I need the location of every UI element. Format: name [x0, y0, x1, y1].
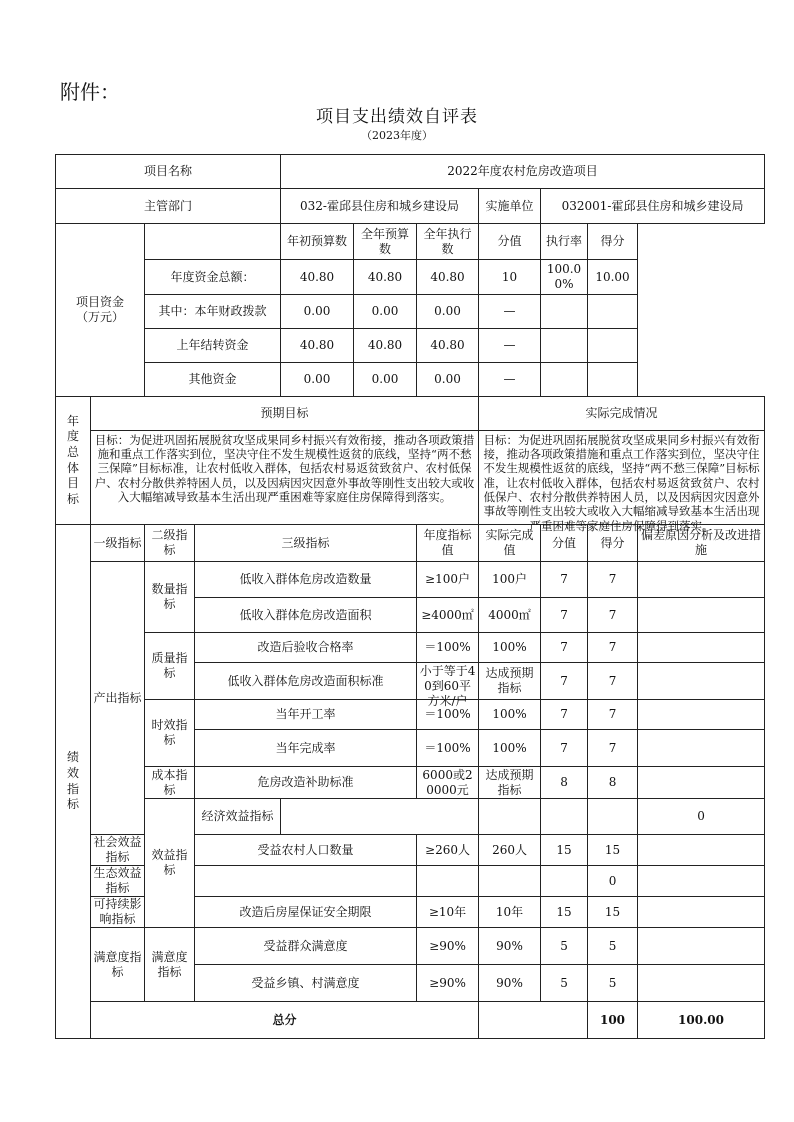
indicator-deviation	[638, 598, 765, 633]
indicator-deviation	[638, 700, 765, 730]
indicator-name: 改造后验收合格率	[195, 633, 417, 663]
indicator-row	[56, 928, 765, 965]
indicator-name: 当年开工率	[195, 700, 417, 730]
report-year: （2023年度）	[361, 129, 433, 142]
funds-cell	[588, 329, 638, 363]
performance-table	[55, 154, 765, 1039]
header-actual: 实际完成值	[479, 525, 541, 562]
indicator-name: 当年完成率	[195, 730, 417, 767]
total-label: 总分	[91, 1002, 479, 1039]
indicator-name	[281, 799, 479, 835]
indicator-target: ≥4000㎡	[417, 598, 479, 633]
funds-cell: 0.00	[417, 295, 479, 329]
indicator-name: 受益群众满意度	[195, 928, 417, 965]
indicator-name: 受益农村人口数量	[195, 835, 417, 866]
indicator-deviation	[638, 663, 765, 700]
attachment-label: 附件：	[60, 80, 120, 104]
indicator-actual: 260人	[479, 835, 541, 866]
funds-cell: —	[479, 329, 541, 363]
level2-social: 社会效益指标	[91, 835, 145, 866]
level2-sustainable: 可持续影响指标	[91, 897, 145, 928]
funds-cell: —	[479, 295, 541, 329]
funds-cell: 10	[479, 260, 541, 295]
indicator-score: 15	[588, 897, 638, 928]
funds-cell: 0.00	[354, 295, 417, 329]
header-level1: 一级指标	[91, 525, 145, 562]
impl-label: 实施单位	[479, 189, 541, 224]
indicator-target: ≥260人	[417, 835, 479, 866]
funds-header-initial: 年初预算数	[281, 224, 354, 260]
indicator-deviation	[638, 897, 765, 928]
performance-side-label: 绩效指标	[56, 525, 91, 1039]
funds-row-carryover	[56, 329, 765, 363]
indicator-target: ≥100户	[417, 562, 479, 598]
indicator-deviation	[638, 928, 765, 965]
indicator-deviation	[638, 562, 765, 598]
funds-row-label: 其中：本年财政拨款	[145, 295, 281, 329]
level2-quantity: 数量指标	[145, 562, 195, 633]
page-title: 项目支出绩效自评表	[316, 107, 478, 127]
funds-row-fiscal	[56, 295, 765, 329]
indicator-score: 5	[588, 928, 638, 965]
indicator-value: 7	[541, 562, 588, 598]
indicator-score: 0	[638, 799, 765, 835]
funds-cell	[541, 329, 588, 363]
indicator-row	[56, 799, 765, 835]
impl-value: 032001-霍邱县住房和城乡建设局	[541, 189, 765, 224]
level2-economic: 经济效益指标	[195, 799, 281, 835]
indicator-deviation	[638, 835, 765, 866]
funds-header-row	[56, 224, 765, 260]
indicator-score: 7	[588, 562, 638, 598]
funds-cell	[541, 295, 588, 329]
header-level2: 二级指标	[145, 525, 195, 562]
goals-side-label: 年度总体目标	[56, 397, 91, 525]
indicator-name	[195, 866, 417, 897]
indicator-value: 7	[541, 700, 588, 730]
indicator-target: ≥90%	[417, 965, 479, 1002]
actual-goal-header: 实际完成情况	[479, 397, 765, 431]
indicator-target: ＝100%	[417, 730, 479, 767]
level2-satisfaction: 满意度指标	[145, 928, 195, 1002]
indicator-name: 低收入群体危房改造面积	[195, 598, 417, 633]
indicator-target: 6000或20000元	[417, 767, 479, 799]
funds-cell: 40.80	[354, 260, 417, 295]
indicator-name: 改造后房屋保证安全期限	[195, 897, 417, 928]
indicator-deviation	[638, 965, 765, 1002]
project-name-value: 2022年度农村危房改造项目	[281, 155, 765, 189]
funds-cell: 100.00%	[541, 260, 588, 295]
header-score: 得分	[588, 525, 638, 562]
indicator-deviation	[638, 767, 765, 799]
level2-ecological: 生态效益指标	[91, 866, 145, 897]
indicator-value: 15	[541, 897, 588, 928]
indicator-actual: 90%	[479, 965, 541, 1002]
indicator-row	[56, 700, 765, 730]
funds-label: 项目资金 （万元）	[56, 224, 145, 397]
indicator-deviation	[638, 866, 765, 897]
level2-timeliness: 时效指标	[145, 700, 195, 767]
header-deviation: 偏差原因分析及改进措施	[638, 525, 765, 562]
expected-goal-header: 预期目标	[91, 397, 479, 431]
funds-cell: 40.80	[354, 329, 417, 363]
indicator-row	[56, 562, 765, 598]
indicator-target	[479, 799, 541, 835]
indicator-value: 5	[541, 965, 588, 1002]
indicator-score: 7	[588, 663, 638, 700]
funds-cell: 40.80	[417, 329, 479, 363]
header-target: 年度指标值	[417, 525, 479, 562]
indicator-score: 7	[588, 730, 638, 767]
funds-row-other	[56, 363, 765, 397]
indicator-actual: 100户	[479, 562, 541, 598]
indicator-target: ＝100%	[417, 633, 479, 663]
funds-row-label: 年度资金总额：	[145, 260, 281, 295]
indicator-target: ＝100%	[417, 700, 479, 730]
funds-header-score: 得分	[588, 224, 638, 260]
header-score-value: 分值	[541, 525, 588, 562]
indicator-actual: 90%	[479, 928, 541, 965]
total-value: 100	[588, 1002, 638, 1039]
funds-header-rate: 执行率	[541, 224, 588, 260]
funds-row-total	[56, 260, 765, 295]
indicator-value: 7	[541, 633, 588, 663]
indicator-target: ≥90%	[417, 928, 479, 965]
funds-cell: 40.80	[417, 260, 479, 295]
level1-output: 产出指标	[91, 562, 145, 835]
indicator-name: 低收入群体危房改造数量	[195, 562, 417, 598]
indicator-target	[417, 866, 479, 897]
dept-label: 主管部门	[56, 189, 281, 224]
indicator-target: 小于等于40到60平方米/户	[417, 663, 479, 700]
indicator-actual: 达成预期指标	[479, 767, 541, 799]
indicator-actual: 达成预期指标	[479, 663, 541, 700]
indicator-name: 低收入群体危房改造面积标准	[195, 663, 417, 700]
indicator-name: 受益乡镇、村满意度	[195, 965, 417, 1002]
indicator-actual: 100%	[479, 730, 541, 767]
indicator-row	[56, 767, 765, 799]
level1-satisfaction: 满意度指标	[91, 928, 145, 1002]
indicator-value: 5	[541, 928, 588, 965]
department-row	[56, 189, 765, 224]
indicator-value: 7	[541, 730, 588, 767]
project-name-row	[56, 155, 765, 189]
indicator-score: 8	[588, 767, 638, 799]
funds-row-label: 上年结转资金	[145, 329, 281, 363]
indicator-actual: 100%	[479, 633, 541, 663]
indicator-value	[588, 799, 638, 835]
funds-cell	[588, 295, 638, 329]
funds-cell	[541, 363, 588, 397]
indicator-actual: 10年	[479, 897, 541, 928]
goals-content-row	[56, 431, 765, 525]
indicator-value	[541, 866, 588, 897]
funds-cell: 0.00	[354, 363, 417, 397]
indicator-score: 7	[588, 700, 638, 730]
indicator-row	[56, 633, 765, 663]
level1-benefit: 效益指标	[145, 799, 195, 928]
indicator-actual: 100%	[479, 700, 541, 730]
indicator-name: 危房改造补助标准	[195, 767, 417, 799]
indicator-actual	[479, 866, 541, 897]
indicator-score: 7	[588, 598, 638, 633]
indicator-score: 0	[588, 866, 638, 897]
indicator-value: 7	[541, 598, 588, 633]
funds-row-label: 其他资金	[145, 363, 281, 397]
indicator-score: 7	[588, 633, 638, 663]
expected-goal-text: 目标：为促进巩固拓展脱贫攻坚成果同乡村振兴有效衔接，推动各项政策措施和重点工作落实到位，坚决守住不发生规模性返贫的底线，坚持“两不愁三保障”目标标准，让农村低收入群体，包括农村易返贫致贫户、农村低保户、农村分散供养特困人员，以及因病因灾因意外事故等刚性支出较大或收入大幅缩减导致基本生活出现严重困难等家庭住房保障得到落实。	[91, 431, 479, 525]
indicator-actual: 4000㎡	[479, 598, 541, 633]
level2-cost: 成本指标	[145, 767, 195, 799]
funds-header-executed: 全年执行数	[417, 224, 479, 260]
actual-goal-text: 目标：为促进巩固拓展脱贫攻坚成果同乡村振兴有效衔接，推动各项政策措施和重点工作落实到位，坚决守住不发生规模性返贫的底线，坚持“两不愁三保障”目标标准，让农村低收入群体，包括农村易返贫致贫户、农村低保户、农村分散供养特困人员，以及因病因灾因意外事故等刚性支出较大或收入大幅缩减导致基本生活出现严重困难等家庭住房保障得到落实。	[479, 431, 765, 525]
indicator-deviation	[638, 730, 765, 767]
goals-header-row	[56, 397, 765, 431]
funds-cell: 0.00	[281, 363, 354, 397]
dept-value: 032-霍邱县住房和城乡建设局	[281, 189, 479, 224]
funds-cell: 10.00	[588, 260, 638, 295]
funds-cell: 0.00	[281, 295, 354, 329]
total-blank	[479, 1002, 588, 1039]
project-name-label: 项目名称	[56, 155, 281, 189]
funds-header-blank	[145, 224, 281, 260]
funds-cell	[588, 363, 638, 397]
funds-cell: 40.80	[281, 329, 354, 363]
funds-cell: —	[479, 363, 541, 397]
indicator-header-row	[56, 525, 765, 562]
indicator-target: ≥10年	[417, 897, 479, 928]
header-level3: 三级指标	[195, 525, 417, 562]
funds-header-value: 分值	[479, 224, 541, 260]
funds-cell: 0.00	[417, 363, 479, 397]
indicator-score: 5	[588, 965, 638, 1002]
indicator-score: 15	[588, 835, 638, 866]
indicator-actual	[541, 799, 588, 835]
funds-cell: 40.80	[281, 260, 354, 295]
indicator-deviation	[638, 633, 765, 663]
total-row	[56, 1002, 765, 1039]
total-score: 100.00	[638, 1002, 765, 1039]
indicator-value: 15	[541, 835, 588, 866]
indicator-value: 8	[541, 767, 588, 799]
indicator-value: 7	[541, 663, 588, 700]
level2-quality: 质量指标	[145, 633, 195, 700]
funds-header-annual: 全年预算数	[354, 224, 417, 260]
